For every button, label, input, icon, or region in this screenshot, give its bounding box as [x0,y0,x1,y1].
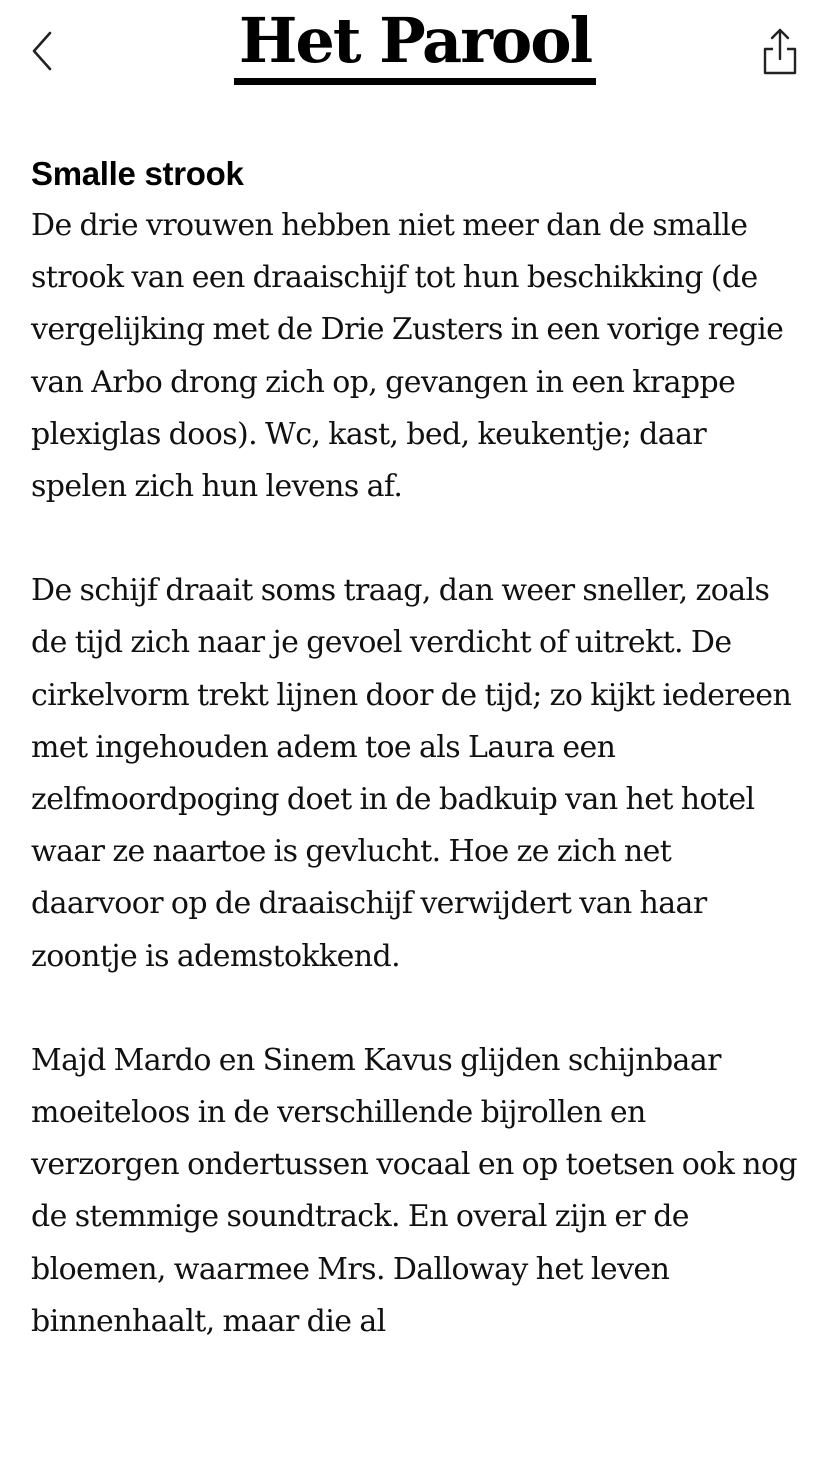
chevron-left-icon [30,29,54,73]
top-bar [0,0,828,100]
back-button[interactable] [22,26,62,76]
section-heading: Smalle strook [31,155,244,192]
share-button[interactable] [752,22,808,80]
logo-text: Het Parool [238,4,592,77]
article-paragraph: De drie vrouwen hebben niet meer dan de smalle strook van een draaischijf tot hun beschikking (de vergelijking met de Drie Zusters in een vorige regie van Arbo drong zich op, gevangen in een krappe plexiglas doos). Wc, kast, bed, keukentje; daar spelen zich hun levens af. [31,208,784,505]
article-body [31,150,801,1400]
article-paragraph: De schijf draait soms traag, dan weer sneller, zoals de tijd zich naar je gevoel verdicht of uitrekt. De cirkelvorm trekt lijnen door de tijd; zo kijkt iedereen met ingehouden adem toe als Laura een zelfmoordpoging doet in de badkuip van het hotel waar ze naartoe is gevlucht. Hoe ze zich net daarvoor op de draaischijf verwijdert van haar zoontje is ademstokkend. [31,573,792,974]
share-icon [762,27,798,75]
logo-underline [234,78,596,85]
article-paragraph: Majd Mardo en Sinem Kavus glijden schijnbaar moeiteloos in de verschillende bijrollen en verzorgen ondertussen vocaal en op toetsen ook nog de stemmige soundtrack. En overal zijn er de bloemen, waarmee Mrs. Dalloway het leven binnenhaalt, maar die al [31,1042,798,1339]
publication-logo[interactable] [234,6,596,86]
